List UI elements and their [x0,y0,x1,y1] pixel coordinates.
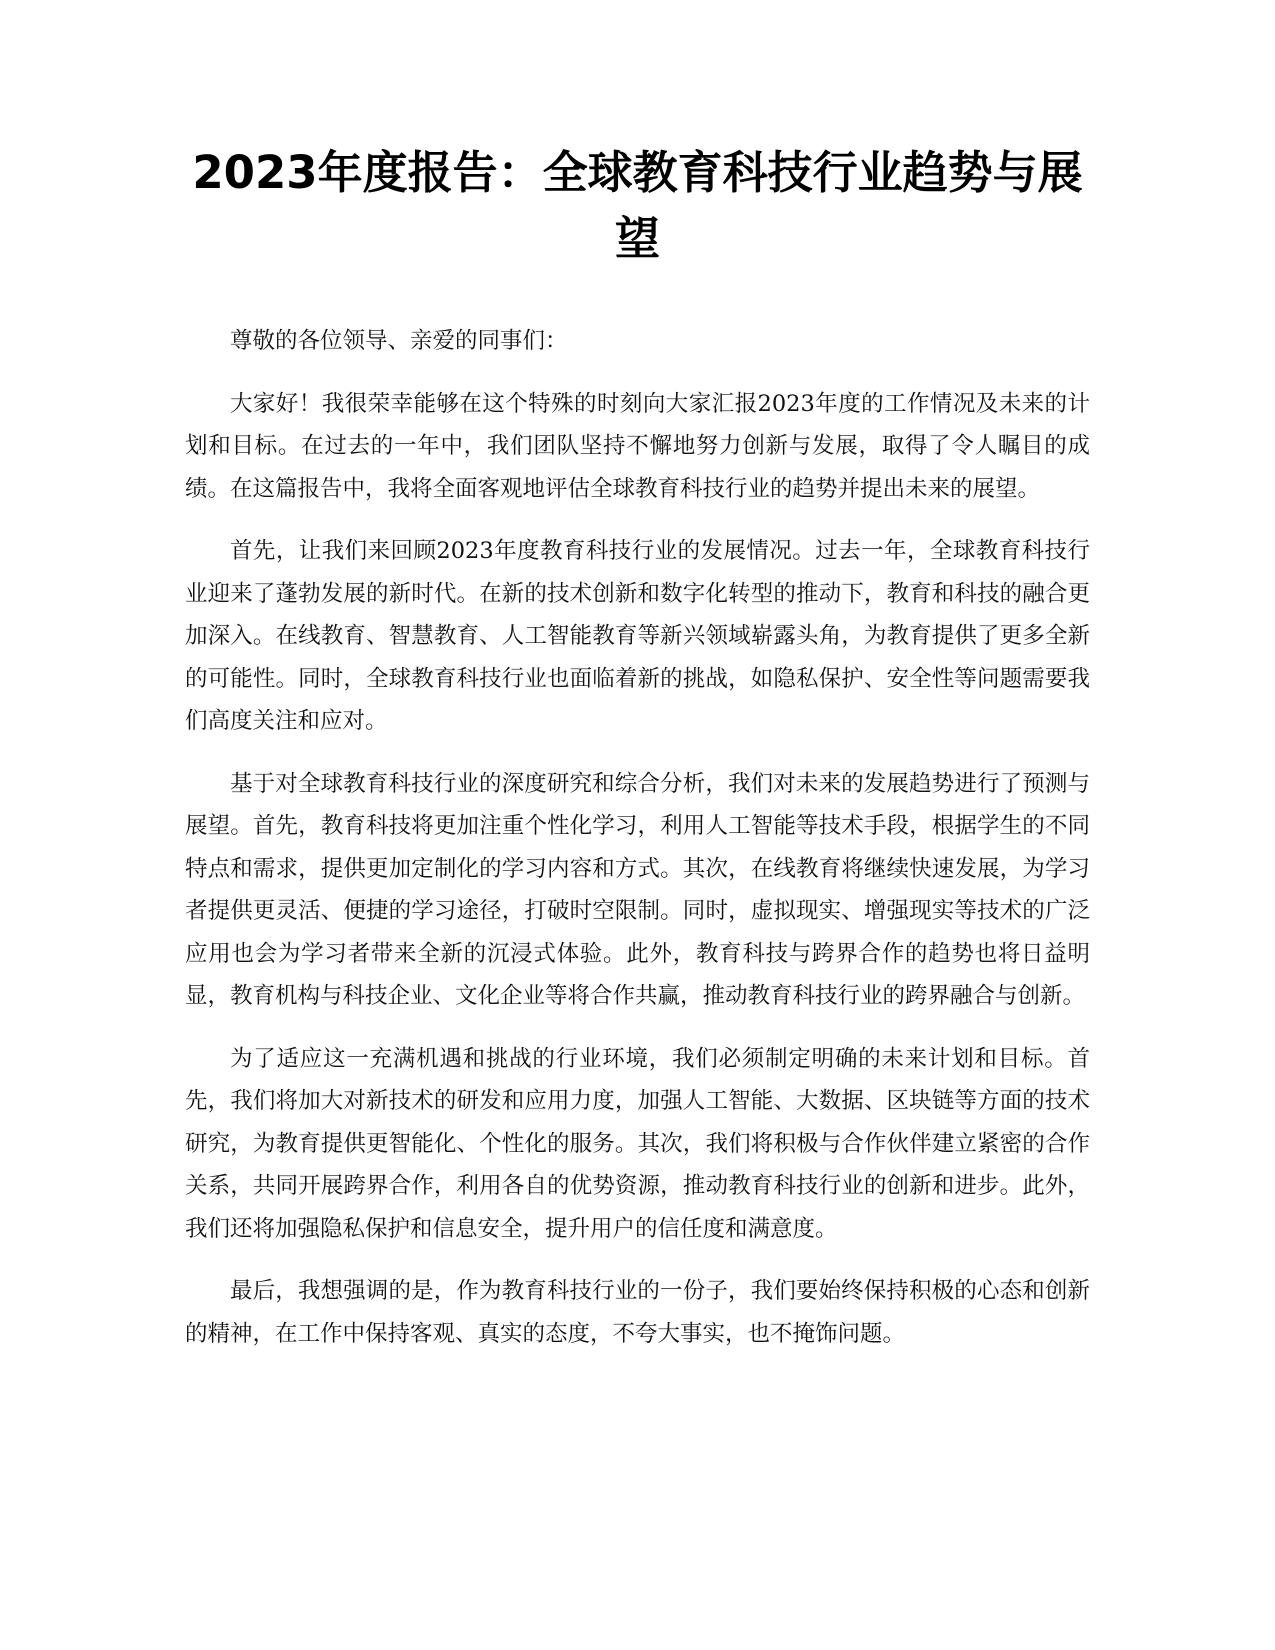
document-title: 2023年度报告：全球教育科技行业趋势与展望 [192,146,1083,265]
salutation: 尊敬的各位领导、亲爱的同事们： [230,328,568,354]
paragraph-5: 最后，我想强调的是，作为教育科技行业的一份子，我们要始终保持积极的心态和创新的精神，在工作中保持客观、真实的态度，不夸大事实，也不掩饰问题。 [185,1278,1090,1347]
document-body [185,320,1090,1375]
paragraph-3: 基于对全球教育科技行业的深度研究和综合分析，我们对未来的发展趋势进行了预测与展望。首先，教育科技将更加注重个性化学习，利用人工智能等技术手段，根据学生的不同特点和需求，提供更加定制化的学习内容和方式。其次，在线教育将继续快速发展，为学习者提供更灵活、便捷的学习途径，打破时空限制。同时，虚拟现实、增强现实等技术的广泛应用也会为学习者带来全新的沉浸式体验。此外，教育科技与跨界合作的趋势也将日益明显，教育机构与科技企业、文化企业等将合作共赢，推动教育科技行业的跨界融合与创新。 [185,770,1090,1009]
paragraph-4: 为了适应这一充满机遇和挑战的行业环境，我们必须制定明确的未来计划和目标。首先，我们将加大对新技术的研发和应用力度，加强人工智能、大数据、区块链等方面的技术研究，为教育提供更智能化、个性化的服务。其次，我们将积极与合作伙伴建立紧密的合作关系，共同开展跨界合作，利用各自的优势资源，推动教育科技行业的创新和进步。此外，我们还将加强隐私保护和信息安全，提升用户的信任度和满意度。 [185,1045,1090,1242]
paragraph-2: 首先，让我们来回顾2023年度教育科技行业的发展情况。过去一年，全球教育科技行业迎来了蓬勃发展的新时代。在新的技术创新和数字化转型的推动下，教育和科技的融合更加深入。在线教育、智慧教育、人工智能教育等新兴领域崭露头角，为教育提供了更多全新的可能性。同时，全球教育科技行业也面临着新的挑战，如隐私保护、安全性等问题需要我们高度关注和应对。 [185,538,1090,734]
paragraph-1: 大家好！我很荣幸能够在这个特殊的时刻向大家汇报2023年度的工作情况及未来的计划和目标。在过去的一年中，我们团队坚持不懈地努力创新与发展，取得了令人瞩目的成绩。在这篇报告中，我将全面客观地评估全球教育科技行业的趋势并提出未来的展望。 [185,390,1090,502]
